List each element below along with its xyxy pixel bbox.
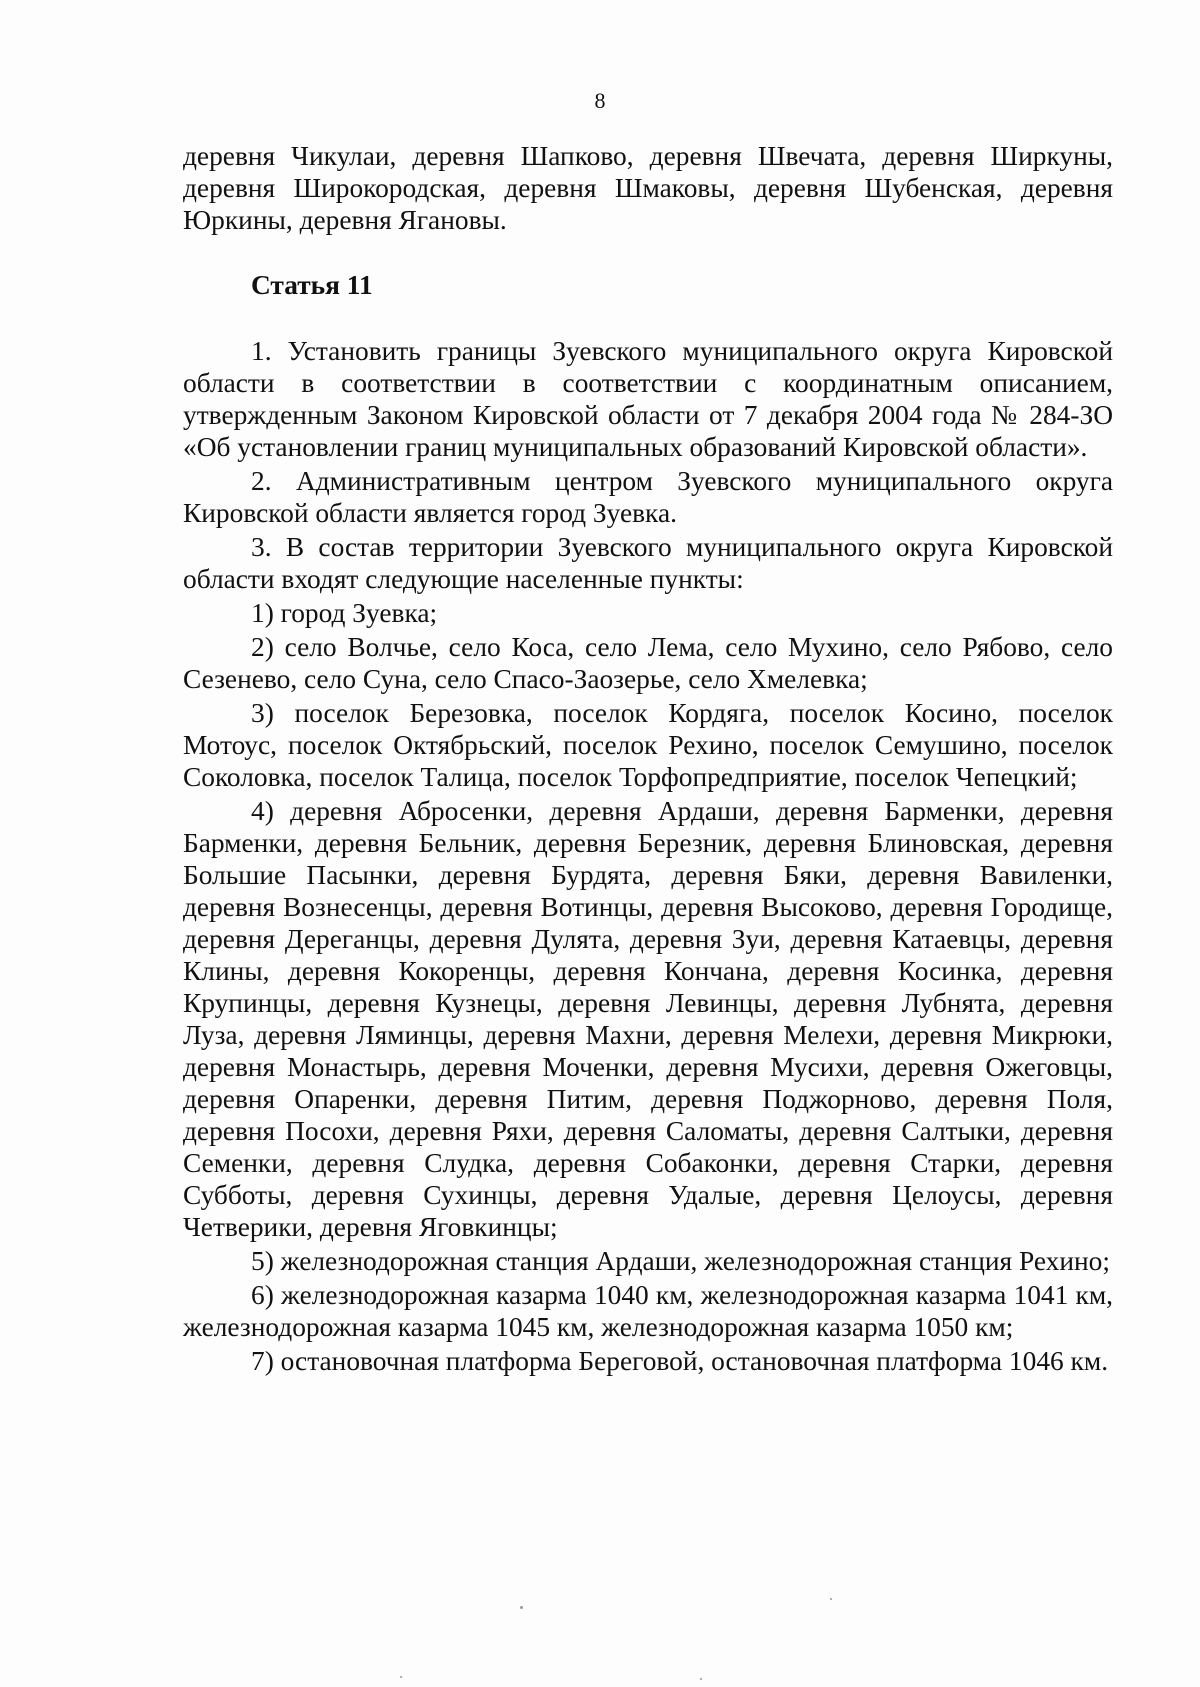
list-item-villages-derevnya: 4) деревня Абросенки, деревня Ардаши, деревня Барменки, деревня Барменки, деревня Бельник, деревня Березник, деревня Блиновская, деревня Большие Пасынки, деревня Бурдята, деревня Бяки, деревня Вавиленки, деревня Вознесенцы, деревня Вотинцы, деревня Высоково, деревня Городище, деревня Дереганцы, деревня Дулята, деревня Зуи, деревня Катаевцы, деревня Клины, деревня Кокоренцы, деревня Кончана, деревня Косинка, деревня Крупинцы, деревня Кузнецы, деревня Левинцы, деревня Лубнята, деревня Луза, деревня Ляминцы, деревня Махни, деревня Мелехи, деревня Микрюки, деревня Монастырь, деревня Моченки, деревня Мусихи, деревня Ожеговцы, деревня Опаренки, деревня Питим, деревня Поджорново, деревня Поля, деревня Посохи, деревня Ряхи, деревня Саломаты, деревня Салтыки, деревня Семенки, деревня Слудка, деревня Собаконки, деревня Старки, деревня Субботы, деревня Сухинцы, деревня Удалые, деревня Целоусы, деревня Четверики, деревня Яговкинцы; <box>183 796 1113 1242</box>
document-body <box>183 140 1113 1379</box>
list-item-railway-stations: 5) железнодорожная станция Ардаши, железнодорожная станция Рехино; <box>251 1246 1110 1276</box>
page-number: 8 <box>594 88 606 113</box>
continuation-paragraph: деревня Чикулаи, деревня Шапково, деревня Швечата, деревня Ширкуны, деревня Широкородская, деревня Шмаковы, деревня Шубенская, деревня Юркины, деревня Ягановы. <box>183 141 1113 235</box>
article-paragraph-3: 3. В состав территории Зуевского муниципального округа Кировской области входят следующие населенные пункты: <box>183 532 1113 594</box>
scan-artifact <box>400 1676 402 1678</box>
list-item-railway-barracks: 6) железнодорожная казарма 1040 км, железнодорожная казарма 1041 км, железнодорожная казарма 1045 км, железнодорожная казарма 1050 км; <box>183 1280 1113 1342</box>
list-item-city: 1) город Зуевка; <box>251 598 438 628</box>
scan-artifact <box>700 1678 702 1680</box>
list-item-stop-platforms: 7) остановочная платформа Береговой, остановочная платформа 1046 км. <box>251 1346 1109 1376</box>
scan-artifact <box>830 1598 832 1600</box>
list-item-villages-selo: 2) село Волчье, село Коса, село Лема, село Мухино, село Рябово, село Сезенево, село Суна, село Спасо-Заозерье, село Хмелевка; <box>183 632 1113 694</box>
article-paragraph-1: 1. Установить границы Зуевского муниципального округа Кировской области в соответствии в соответствии с координатным описанием, утвержденным Законом Кировской области от 7 декабря 2004 года № 284-ЗО «Об установлении границ муниципальных образований Кировской области». <box>183 336 1113 462</box>
article-paragraph-2: 2. Административным центром Зуевского муниципального округа Кировской области является город Зуевка. <box>183 466 1113 528</box>
article-heading: Статья 11 <box>251 270 373 300</box>
scan-artifact <box>520 1606 523 1609</box>
list-item-settlements: 3) поселок Березовка, поселок Кордяга, поселок Косино, поселок Мотоус, поселок Октябрьский, поселок Рехино, поселок Семушино, поселок Соколовка, поселок Талица, поселок Торфопредприятие, поселок Чепецкий; <box>183 698 1113 792</box>
